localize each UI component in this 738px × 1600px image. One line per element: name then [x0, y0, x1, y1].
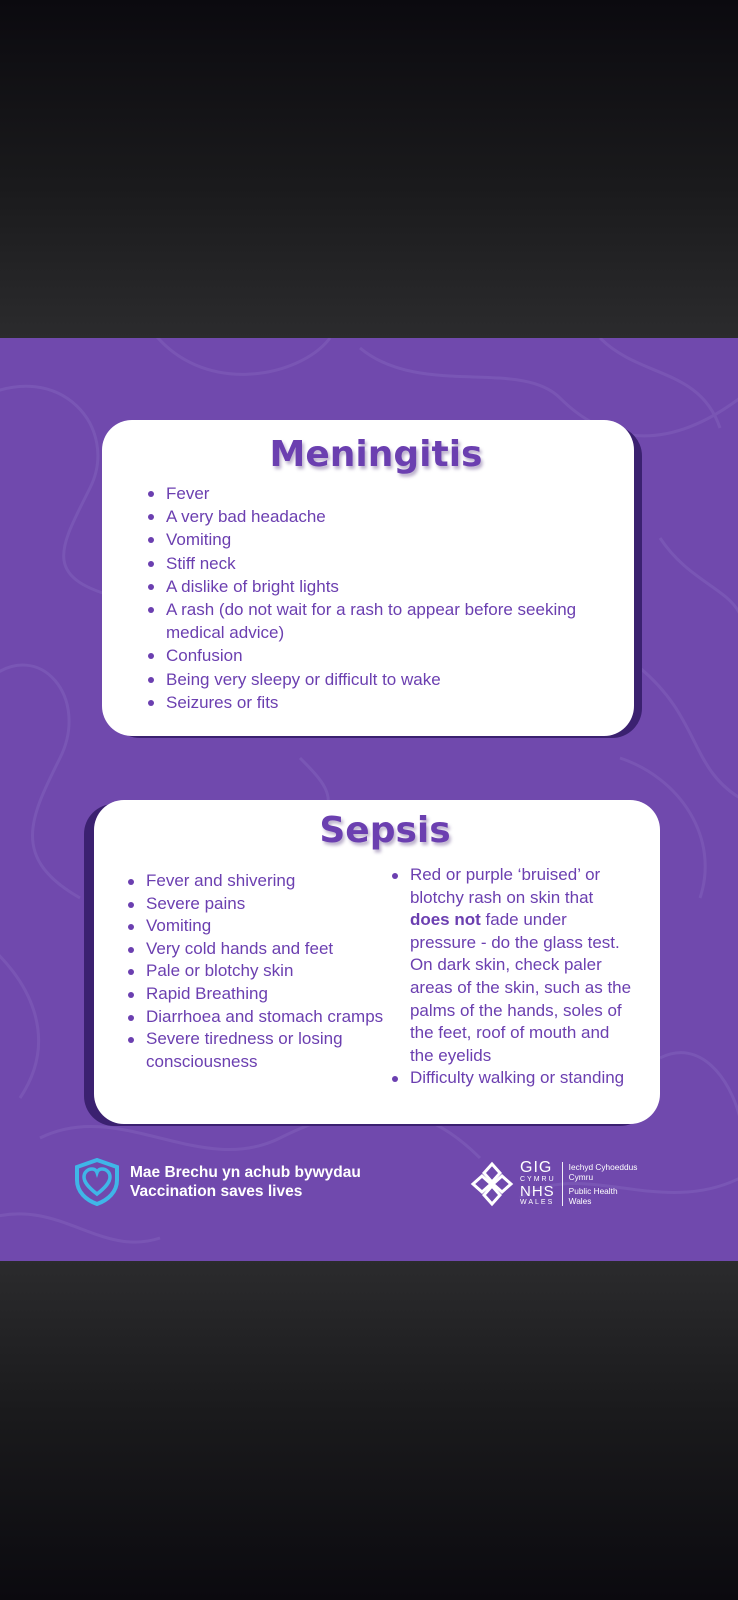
nhs-wordmark [520, 1160, 556, 1207]
image-viewer-top-backdrop [0, 0, 738, 338]
meningitis-card [102, 420, 634, 736]
sepsis-card [94, 800, 660, 1124]
org-english-line-1: Public Health [568, 1185, 618, 1196]
rash-text-lead: Red or purple ‘bruised’ or blotchy rash on skin that [409, 865, 601, 907]
nhs-wales-text: WALES [520, 1199, 555, 1206]
list-item: Stiff neck [148, 552, 594, 575]
list-item: Diarrhoea and stomach cramps [128, 1006, 392, 1029]
list-item: Severe tiredness or losing consciousness [128, 1028, 392, 1073]
list-item: Vomiting [148, 528, 594, 551]
vaccination-slogan-logo [74, 1158, 361, 1206]
org-english-line-2: Wales [568, 1195, 592, 1206]
sepsis-columns [128, 864, 636, 1090]
list-item: Fever and shivering [128, 870, 392, 893]
image-viewer-bottom-backdrop [0, 1261, 738, 1600]
nhs-wales-logo [470, 1160, 637, 1207]
list-item: Vomiting [128, 915, 392, 938]
logo-divider [562, 1162, 563, 1206]
shield-heart-icon [74, 1158, 120, 1206]
rash-text-tail: fade under pressure - do the glass test. On dark skin, check paler areas of the skin, such as the palms of the hands, soles of the feet, roof of mouth and the eyelids [409, 910, 632, 1065]
list-item: Being very sleepy or difficult to wake [148, 668, 594, 691]
nhs-wales-knot-icon [470, 1161, 514, 1207]
list-item: Confusion [148, 644, 594, 667]
sepsis-left-column [128, 864, 392, 1090]
list-item: Rapid Breathing [128, 983, 392, 1006]
slogan-text [130, 1163, 361, 1201]
sepsis-left-symptom-list [128, 870, 392, 1073]
list-item: A very bad headache [148, 505, 594, 528]
list-item: Pale or blotchy skin [128, 960, 392, 983]
nhs-cymru-text: CYMRU [520, 1176, 556, 1183]
list-item [392, 864, 636, 1067]
meningitis-title: Meningitis [269, 434, 483, 475]
sepsis-right-symptom-list [392, 864, 636, 1090]
list-item: Very cold hands and feet [128, 938, 392, 961]
list-item: Severe pains [128, 893, 392, 916]
org-welsh-line-2: Cymru [568, 1171, 594, 1182]
list-item: A dislike of bright lights [148, 575, 594, 598]
list-item: Seizures or fits [148, 691, 594, 714]
list-item: A rash (do not wait for a rash to appear before seeking medical advice) [148, 598, 594, 644]
org-welsh-line-1: Iechyd Cyhoeddus [568, 1161, 638, 1172]
nhs-text: NHS [520, 1183, 555, 1200]
sepsis-title: Sepsis [319, 810, 451, 851]
slogan-welsh: Mae Brechu yn achub bywydau [130, 1164, 361, 1181]
meningitis-symptom-list [148, 482, 594, 714]
list-item: Fever [148, 482, 594, 505]
list-item: Difficulty walking or standing [392, 1067, 636, 1090]
sepsis-right-column [392, 864, 636, 1090]
slogan-english: Vaccination saves lives [130, 1183, 303, 1200]
rash-text-bold: does not [409, 910, 481, 930]
public-health-wales-text [569, 1162, 638, 1206]
nhs-gig-text: GIG [520, 1159, 553, 1176]
